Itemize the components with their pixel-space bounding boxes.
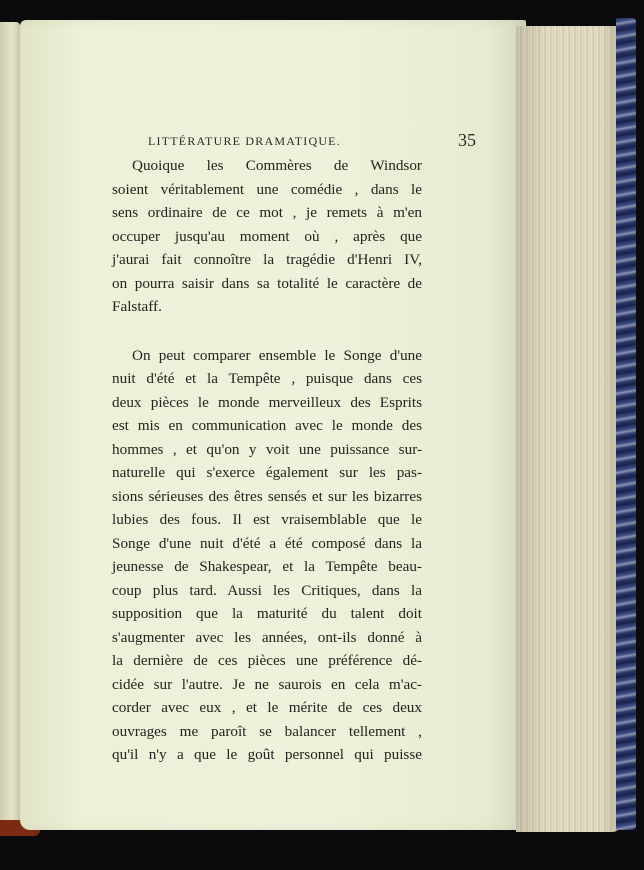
text-line: on pourra saisir dans sa totalité le caractère de <box>112 274 422 292</box>
page-block-shadow <box>516 26 622 832</box>
text-line: corder avec eux , et le mérite de ces deux <box>112 699 422 716</box>
text-line: j'aurai fait connoître la tragédie d'Henri IV, <box>112 251 422 268</box>
text-line: supposition que la maturité du talent doit <box>112 605 422 622</box>
marbled-cover <box>616 18 636 830</box>
text-line: soient véritablement une comédie , dans le <box>112 180 422 198</box>
text-line: Songe d'une nuit d'été a été composé dans la <box>112 534 422 552</box>
paragraph-gap <box>112 319 422 344</box>
text-line: sions sérieuses des êtres sensés et sur les bizarres <box>112 487 422 505</box>
text-line: On peut comparer ensemble le Songe d'une <box>132 346 422 364</box>
text-line: deux pièces le monde merveilleux des Esprits <box>112 393 422 411</box>
text-line: est mis en communication avec le monde des <box>112 417 422 434</box>
page-header <box>148 132 476 152</box>
paragraph-2 <box>112 344 422 767</box>
text-line: cidée sur l'autre. Je ne saurois en cela m'ac- <box>112 675 422 693</box>
page-number: 35 <box>458 130 476 150</box>
text-line: s'augmenter avec les années, ont-ils donné à <box>112 628 422 646</box>
text-line: sens ordinaire de ce mot , je remets à m'en <box>112 204 422 221</box>
text-line: Falstaff. <box>112 298 162 315</box>
text-line: qu'il n'y a que le goût personnel qui puisse <box>112 746 422 763</box>
text-line: hommes , et qu'on y voit une puissance sur- <box>112 440 422 458</box>
text-line: Quoique les Commères de Windsor <box>132 157 422 174</box>
text-line: coup plus tard. Aussi les Critiques, dans la <box>112 581 422 599</box>
text-line: lubies des fous. Il est vraisemblable que le <box>112 511 422 528</box>
text-line: ouvrages me paroît se balancer tellement , <box>112 722 422 740</box>
running-title: LITTÉRATURE DRAMATIQUE. <box>148 134 341 148</box>
paragraph-1 <box>112 154 422 319</box>
text-line: naturelle qui s'exerce également sur les pas- <box>112 464 422 481</box>
text-line: nuit d'été et la Tempête , puisque dans ces <box>112 370 422 387</box>
facing-page-edge <box>0 22 20 830</box>
body-text <box>112 154 422 767</box>
text-line: la dernière de ces pièces une préférence dé- <box>112 652 422 669</box>
text-line: jeunesse de Shakespear, et la Tempête beau- <box>112 558 422 575</box>
text-line: occuper jusqu'au moment où , après que <box>112 227 422 245</box>
